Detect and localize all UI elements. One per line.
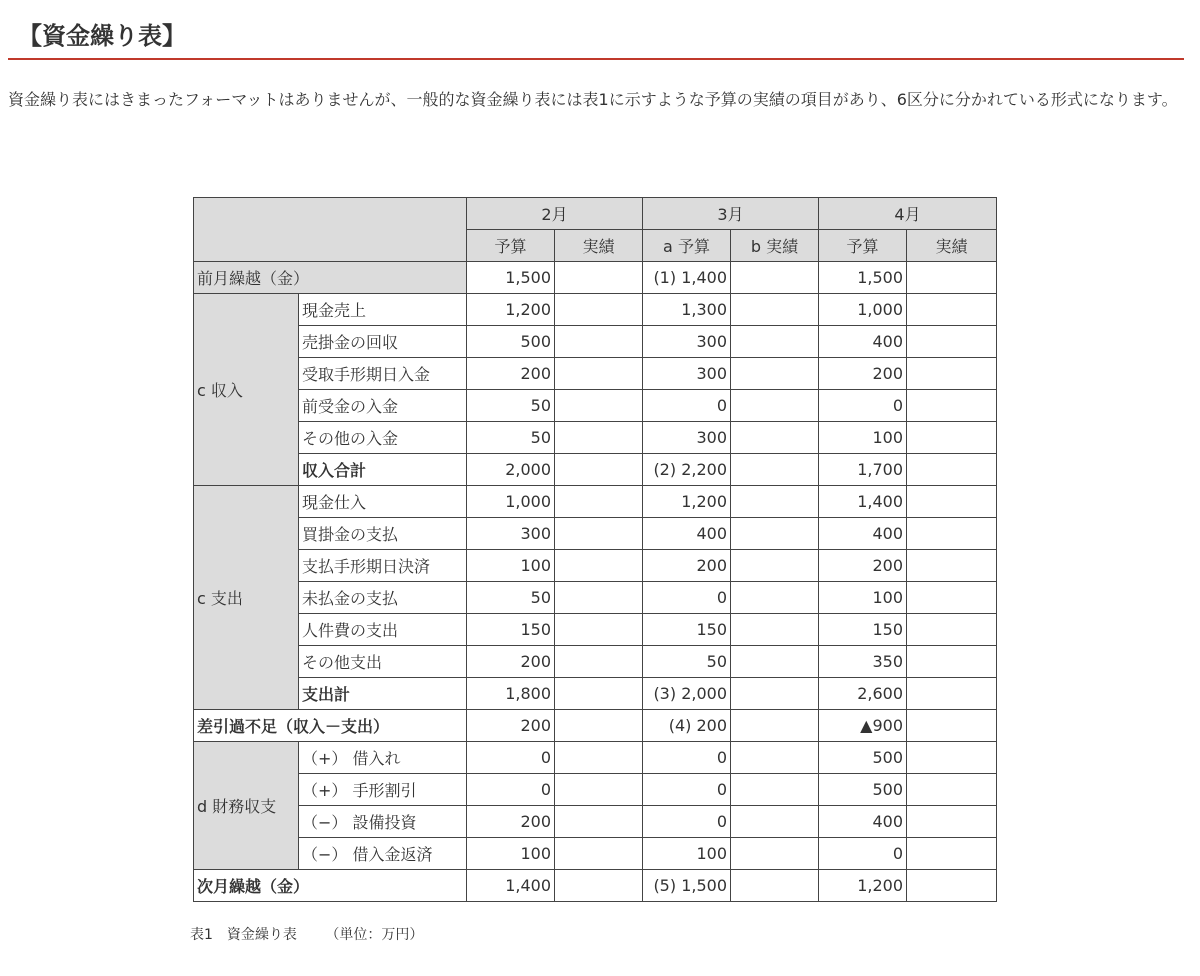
value-cell bbox=[555, 358, 643, 390]
header-subcolumn: 実績 bbox=[555, 230, 643, 262]
header-subcolumn: a 予算 bbox=[643, 230, 731, 262]
table-row bbox=[194, 422, 997, 454]
value-cell: (3) 2,000 bbox=[643, 678, 731, 710]
table-row bbox=[194, 326, 997, 358]
value-cell: 1,000 bbox=[467, 486, 555, 518]
value-cell bbox=[555, 326, 643, 358]
value-cell: 100 bbox=[819, 582, 907, 614]
value-cell bbox=[555, 774, 643, 806]
value-cell bbox=[907, 774, 997, 806]
value-cell: 0 bbox=[643, 390, 731, 422]
header-subcolumn: b 実績 bbox=[731, 230, 819, 262]
section-heading bbox=[8, 14, 1184, 60]
table-row bbox=[194, 774, 997, 806]
header-subcolumn: 予算 bbox=[467, 230, 555, 262]
value-cell bbox=[731, 646, 819, 678]
cash-flow-table bbox=[193, 197, 997, 902]
section-title: 【資金繰り表】 bbox=[18, 22, 186, 50]
item-label: （−） 借入金返済 bbox=[299, 838, 467, 870]
value-cell: 1,300 bbox=[643, 294, 731, 326]
table-row bbox=[194, 838, 997, 870]
value-cell: (2) 2,200 bbox=[643, 454, 731, 486]
value-cell: 300 bbox=[643, 326, 731, 358]
value-cell bbox=[731, 614, 819, 646]
group-label-income: c 収入 bbox=[194, 294, 299, 486]
value-cell bbox=[555, 262, 643, 294]
value-cell: ▲900 bbox=[819, 710, 907, 742]
value-cell bbox=[907, 614, 997, 646]
value-cell bbox=[907, 582, 997, 614]
table-row bbox=[194, 390, 997, 422]
header-month: 2月 bbox=[467, 198, 643, 230]
value-cell bbox=[907, 454, 997, 486]
value-cell: 1,800 bbox=[467, 678, 555, 710]
value-cell bbox=[731, 774, 819, 806]
value-cell bbox=[731, 358, 819, 390]
row-label: 差引過不足（収入－支出） bbox=[194, 710, 467, 742]
value-cell bbox=[555, 582, 643, 614]
row-label: 前月繰越（金） bbox=[194, 262, 467, 294]
value-cell bbox=[555, 806, 643, 838]
value-cell: 200 bbox=[467, 646, 555, 678]
item-label: 前受金の入金 bbox=[299, 390, 467, 422]
value-cell: 1,400 bbox=[467, 870, 555, 902]
value-cell: (5) 1,500 bbox=[643, 870, 731, 902]
value-cell bbox=[907, 390, 997, 422]
value-cell bbox=[907, 486, 997, 518]
value-cell bbox=[731, 806, 819, 838]
value-cell: 500 bbox=[819, 774, 907, 806]
item-label: 支払手形期日決済 bbox=[299, 550, 467, 582]
value-cell bbox=[555, 550, 643, 582]
row-balance bbox=[194, 710, 997, 742]
value-cell: 1,200 bbox=[643, 486, 731, 518]
value-cell bbox=[731, 454, 819, 486]
value-cell bbox=[907, 838, 997, 870]
value-cell: 2,600 bbox=[819, 678, 907, 710]
value-cell: 1,700 bbox=[819, 454, 907, 486]
header-month: 4月 bbox=[819, 198, 997, 230]
value-cell: 200 bbox=[643, 550, 731, 582]
value-cell: 400 bbox=[643, 518, 731, 550]
value-cell bbox=[555, 870, 643, 902]
value-cell bbox=[731, 262, 819, 294]
value-cell: 300 bbox=[643, 422, 731, 454]
value-cell: 150 bbox=[819, 614, 907, 646]
row-carry-in bbox=[194, 262, 997, 294]
value-cell: 0 bbox=[643, 806, 731, 838]
value-cell: 100 bbox=[819, 422, 907, 454]
value-cell bbox=[555, 422, 643, 454]
value-cell bbox=[907, 742, 997, 774]
value-cell: 100 bbox=[467, 838, 555, 870]
item-label: 売掛金の回収 bbox=[299, 326, 467, 358]
table-row bbox=[194, 614, 997, 646]
item-label: （+） 借入れ bbox=[299, 742, 467, 774]
value-cell: 200 bbox=[467, 710, 555, 742]
item-label: （−） 設備投資 bbox=[299, 806, 467, 838]
item-label: 支出計 bbox=[299, 678, 467, 710]
value-cell: 50 bbox=[643, 646, 731, 678]
item-label: 人件費の支出 bbox=[299, 614, 467, 646]
value-cell bbox=[555, 646, 643, 678]
value-cell: 400 bbox=[819, 326, 907, 358]
value-cell bbox=[555, 710, 643, 742]
value-cell bbox=[731, 294, 819, 326]
item-label: 買掛金の支払 bbox=[299, 518, 467, 550]
item-label: 収入合計 bbox=[299, 454, 467, 486]
value-cell: 500 bbox=[819, 742, 907, 774]
header-subcolumn: 実績 bbox=[907, 230, 997, 262]
table-row bbox=[194, 742, 997, 774]
value-cell bbox=[555, 486, 643, 518]
value-cell: 500 bbox=[467, 326, 555, 358]
value-cell bbox=[907, 518, 997, 550]
value-cell: 0 bbox=[643, 742, 731, 774]
item-label: 未払金の支払 bbox=[299, 582, 467, 614]
value-cell: 0 bbox=[643, 582, 731, 614]
row-label: 次月繰越（金） bbox=[194, 870, 467, 902]
value-cell bbox=[907, 422, 997, 454]
value-cell: 0 bbox=[643, 774, 731, 806]
value-cell: (1) 1,400 bbox=[643, 262, 731, 294]
value-cell bbox=[731, 422, 819, 454]
value-cell: 1,400 bbox=[819, 486, 907, 518]
header-subcolumn: 予算 bbox=[819, 230, 907, 262]
value-cell bbox=[731, 742, 819, 774]
value-cell bbox=[731, 838, 819, 870]
value-cell: 50 bbox=[467, 582, 555, 614]
value-cell bbox=[555, 614, 643, 646]
value-cell: 1,200 bbox=[819, 870, 907, 902]
value-cell: 200 bbox=[819, 550, 907, 582]
value-cell: 1,500 bbox=[819, 262, 907, 294]
value-cell bbox=[731, 390, 819, 422]
value-cell: 400 bbox=[819, 518, 907, 550]
value-cell: 150 bbox=[467, 614, 555, 646]
value-cell bbox=[907, 710, 997, 742]
value-cell bbox=[555, 294, 643, 326]
value-cell: 50 bbox=[467, 390, 555, 422]
value-cell: 2,000 bbox=[467, 454, 555, 486]
table-row bbox=[194, 582, 997, 614]
value-cell bbox=[907, 326, 997, 358]
value-cell bbox=[555, 454, 643, 486]
table-row bbox=[194, 550, 997, 582]
value-cell: 300 bbox=[467, 518, 555, 550]
value-cell bbox=[907, 294, 997, 326]
value-cell bbox=[731, 326, 819, 358]
value-cell: 350 bbox=[819, 646, 907, 678]
table-row bbox=[194, 678, 997, 710]
value-cell: 1,200 bbox=[467, 294, 555, 326]
item-label: 現金仕入 bbox=[299, 486, 467, 518]
table-row bbox=[194, 806, 997, 838]
value-cell: 150 bbox=[643, 614, 731, 646]
value-cell bbox=[731, 550, 819, 582]
value-cell: 50 bbox=[467, 422, 555, 454]
table-header-row-months bbox=[194, 198, 997, 230]
group-label-expense: c 支出 bbox=[194, 486, 299, 710]
value-cell bbox=[555, 390, 643, 422]
item-label: （+） 手形割引 bbox=[299, 774, 467, 806]
value-cell bbox=[907, 358, 997, 390]
value-cell: 1,000 bbox=[819, 294, 907, 326]
caption-title: 表1 資金繰り表 bbox=[190, 927, 297, 943]
value-cell: 1,500 bbox=[467, 262, 555, 294]
value-cell bbox=[907, 646, 997, 678]
value-cell bbox=[731, 870, 819, 902]
value-cell bbox=[731, 710, 819, 742]
header-month: 3月 bbox=[643, 198, 819, 230]
header-corner bbox=[194, 198, 467, 262]
group-label-finance: d 財務収支 bbox=[194, 742, 299, 870]
value-cell: 0 bbox=[467, 742, 555, 774]
value-cell bbox=[555, 838, 643, 870]
value-cell bbox=[731, 678, 819, 710]
value-cell: 0 bbox=[467, 774, 555, 806]
value-cell: 200 bbox=[467, 358, 555, 390]
intro-paragraph: 資金繰り表にはきまったフォーマットはありませんが、一般的な資金繰り表には表1に示すような予算の実績の項目があり、6区分に分かれている形式になります。 bbox=[8, 90, 1178, 109]
table-caption bbox=[190, 924, 447, 944]
value-cell: 300 bbox=[643, 358, 731, 390]
value-cell bbox=[907, 870, 997, 902]
caption-unit: （単位：万円） bbox=[325, 927, 424, 943]
value-cell: 200 bbox=[819, 358, 907, 390]
value-cell bbox=[907, 678, 997, 710]
value-cell: (4) 200 bbox=[643, 710, 731, 742]
value-cell: 200 bbox=[467, 806, 555, 838]
value-cell bbox=[907, 262, 997, 294]
item-label: その他支出 bbox=[299, 646, 467, 678]
value-cell bbox=[731, 582, 819, 614]
table-row bbox=[194, 486, 997, 518]
row-carry-out bbox=[194, 870, 997, 902]
value-cell: 100 bbox=[467, 550, 555, 582]
table-row bbox=[194, 358, 997, 390]
value-cell bbox=[555, 742, 643, 774]
value-cell bbox=[731, 518, 819, 550]
value-cell bbox=[907, 550, 997, 582]
value-cell: 400 bbox=[819, 806, 907, 838]
item-label: 受取手形期日入金 bbox=[299, 358, 467, 390]
value-cell bbox=[907, 806, 997, 838]
value-cell: 0 bbox=[819, 390, 907, 422]
item-label: その他の入金 bbox=[299, 422, 467, 454]
table-row bbox=[194, 454, 997, 486]
table-row bbox=[194, 294, 997, 326]
value-cell: 0 bbox=[819, 838, 907, 870]
value-cell bbox=[731, 486, 819, 518]
value-cell: 100 bbox=[643, 838, 731, 870]
table-row bbox=[194, 646, 997, 678]
table-row bbox=[194, 518, 997, 550]
value-cell bbox=[555, 678, 643, 710]
value-cell bbox=[555, 518, 643, 550]
item-label: 現金売上 bbox=[299, 294, 467, 326]
